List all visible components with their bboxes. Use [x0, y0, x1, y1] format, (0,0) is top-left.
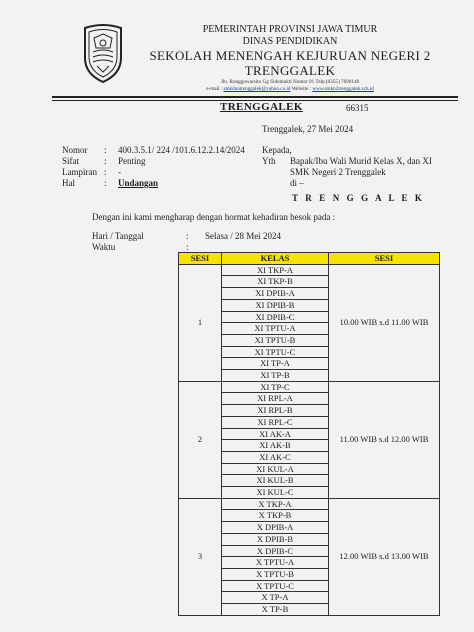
- header-kelas: KELAS: [222, 253, 329, 265]
- website-prefix: Website :: [291, 86, 312, 92]
- meta-value-nomor: 400.3.5.1/ 224 /101.6.12.2.14/2024: [118, 145, 245, 155]
- recipient-yth: Yth: [262, 156, 276, 166]
- class-cell: XI DPIB-B: [222, 299, 329, 311]
- east-java-province-emblem: [80, 22, 126, 84]
- session-time: 10.00 WIB s.d 11.00 WIB: [329, 264, 440, 381]
- contact-line: [130, 86, 450, 92]
- time-colon: :: [186, 242, 189, 252]
- meta-colon: :: [104, 167, 107, 177]
- session-number: 1: [179, 264, 222, 381]
- class-cell: X TPTU-C: [222, 580, 329, 592]
- table-header-row: [179, 253, 440, 265]
- header-rule-thick: [52, 96, 458, 98]
- class-cell: XI TPTU-B: [222, 334, 329, 346]
- session-1-body: [179, 264, 440, 381]
- class-cell: XI TP-C: [222, 381, 329, 393]
- recipient-line1: Bapak/Ibu Wali Murid Kelas X, dan XI: [290, 156, 432, 166]
- meta-label-nomor: Nomor: [62, 145, 88, 155]
- recipient-place: T R E N G G A L E K: [292, 193, 425, 203]
- class-cell: X DPIB-A: [222, 522, 329, 534]
- header-sesi: SESI: [179, 253, 222, 265]
- session-2-body: [179, 381, 440, 498]
- meta-label-sifat: Sifat: [62, 156, 79, 166]
- class-cell: XI DPIB-A: [222, 288, 329, 300]
- session-time: 11.00 WIB s.d 12.00 WIB: [329, 381, 440, 498]
- meta-colon: :: [104, 156, 107, 166]
- class-cell: XI KUL-A: [222, 463, 329, 475]
- meta-value-sifat: Penting: [118, 156, 146, 166]
- dept-name: DINAS PENDIDIKAN: [242, 36, 338, 47]
- session-3-body: [179, 498, 440, 615]
- meta-label-hal: Hal: [62, 178, 75, 188]
- meta-label-lampiran: Lampiran: [62, 167, 97, 177]
- city-heading: TRENGGALEK: [220, 101, 303, 113]
- class-cell: XI TP-B: [222, 370, 329, 382]
- header-sesi-time: SESI: [329, 253, 440, 265]
- school-name: SEKOLAH MENENGAH KEJURUAN NEGERI 2: [149, 48, 431, 63]
- class-cell: X TP-B: [222, 604, 329, 616]
- class-cell: XI AK-C: [222, 451, 329, 463]
- class-cell: X TPTU-A: [222, 557, 329, 569]
- class-cell: XI TP-A: [222, 358, 329, 370]
- class-cell: XI RPL-A: [222, 393, 329, 405]
- meta-value-lampiran: -: [118, 167, 121, 177]
- class-cell: XI TPTU-C: [222, 346, 329, 358]
- session-time: 12.00 WIB s.d 13.00 WIB: [329, 498, 440, 615]
- gov-name: PEMERINTAH PROVINSI JAWA TIMUR: [202, 24, 378, 35]
- letter-date: Trenggalek, 27 Mei 2024: [262, 124, 354, 134]
- email-prefix: e-mail :: [206, 86, 223, 92]
- meta-colon: :: [104, 145, 107, 155]
- class-cell: X TKP-A: [222, 498, 329, 510]
- table-row: [179, 498, 440, 510]
- intro-text: Dengan ini kami mengharap dengan hormat kehadiran besok pada :: [92, 212, 336, 222]
- class-cell: X TKP-B: [222, 510, 329, 522]
- table-row: [179, 381, 440, 393]
- table-row: [179, 264, 440, 276]
- class-cell: X TPTU-B: [222, 568, 329, 580]
- class-cell: XI AK-B: [222, 440, 329, 452]
- class-cell: XI TKP-A: [222, 264, 329, 276]
- time-label: Waktu: [92, 242, 116, 252]
- meta-colon: :: [104, 178, 107, 188]
- session-number: 2: [179, 381, 222, 498]
- class-cell: XI TKP-B: [222, 276, 329, 288]
- email-link[interactable]: smkduatrenggalek@yahoo.co.id: [223, 86, 291, 92]
- class-cell: XI KUL-C: [222, 487, 329, 499]
- class-cell: XI DPIB-C: [222, 311, 329, 323]
- website-link[interactable]: www.smkn2trenggalek.sch.id: [312, 86, 374, 92]
- session-number: 3: [179, 498, 222, 615]
- class-cell: XI RPL-B: [222, 405, 329, 417]
- day-value: Selasa / 28 Mei 2024: [205, 231, 281, 241]
- class-cell: X DPIB-B: [222, 533, 329, 545]
- day-label: Hari / Tanggal: [92, 231, 144, 241]
- class-cell: X TP-A: [222, 592, 329, 604]
- class-cell: XI RPL-C: [222, 416, 329, 428]
- school-address: Jln. Ronggowarsito Gg Sidomukti Nomor 01 Telp.(0355) 7690148: [220, 79, 360, 85]
- recipient-line2: SMK Negeri 2 Trenggalek: [290, 167, 386, 177]
- recipient-kepada: Kepada,: [262, 145, 292, 155]
- school-city: TRENGGALEK: [244, 63, 336, 78]
- recipient-di: di –: [290, 178, 304, 188]
- schedule-table: [178, 252, 440, 616]
- postcode: 66315: [346, 103, 369, 113]
- class-cell: XI KUL-B: [222, 475, 329, 487]
- day-colon: :: [186, 231, 189, 241]
- class-cell: X DPIB-C: [222, 545, 329, 557]
- class-cell: XI AK-A: [222, 428, 329, 440]
- class-cell: XI TPTU-A: [222, 323, 329, 335]
- meta-value-hal: Undangan: [118, 178, 159, 188]
